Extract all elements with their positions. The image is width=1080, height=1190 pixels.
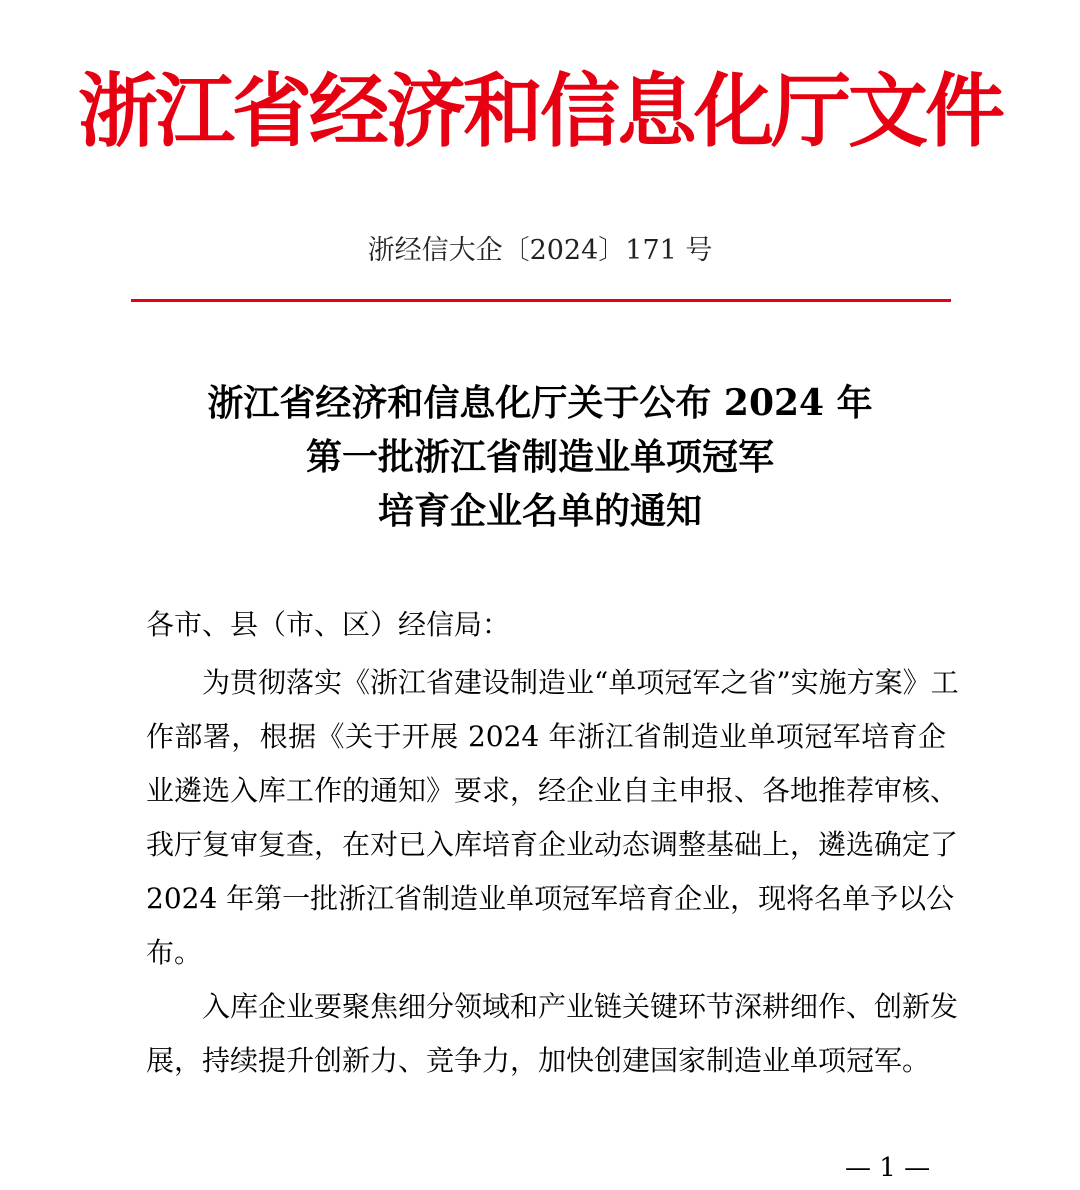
paragraph-line: 为贯彻落实《浙江省建设制造业“单项冠军之省”实施方案》工 [202, 666, 959, 699]
title-line-3: 培育企业名单的通知 [377, 490, 702, 532]
paragraph-line: 布。 [146, 936, 203, 969]
title-line-2: 第一批浙江省制造业单项冠军 [305, 436, 774, 478]
body-paragraph-1 [146, 656, 959, 980]
paragraph-line: 展，持续提升创新力、竞争力，加快创建国家制造业单项冠军。 [146, 1044, 931, 1077]
paragraph-line: 2024 年第一批浙江省制造业单项冠军培育企业，现将名单予以公 [146, 882, 955, 915]
document-number: 浙经信大企〔2024〕171 号 [367, 235, 713, 266]
page-number: — 1 — [845, 1153, 931, 1183]
document-masthead: 浙江省经济和信息化厅文件 [78, 65, 1002, 158]
body-paragraph-2 [146, 980, 959, 1088]
salutation: 各市、县（市、区）经信局： [146, 608, 511, 641]
paragraph-line: 作部署，根据《关于开展 2024 年浙江省制造业单项冠军培育企 [146, 720, 946, 753]
paragraph-line: 我厅复审复查，在对已入库培育企业动态调整基础上，遴选确定了 [146, 828, 959, 861]
red-divider-line [131, 299, 951, 302]
title-line-1: 浙江省经济和信息化厅关于公布 2024 年 [207, 382, 873, 424]
document-title [0, 376, 1080, 538]
paragraph-line: 入库企业要聚焦细分领域和产业链关键环节深耕细作、创新发 [202, 990, 959, 1023]
paragraph-line: 业遴选入库工作的通知》要求，经企业自主申报、各地推荐审核、 [146, 774, 959, 807]
